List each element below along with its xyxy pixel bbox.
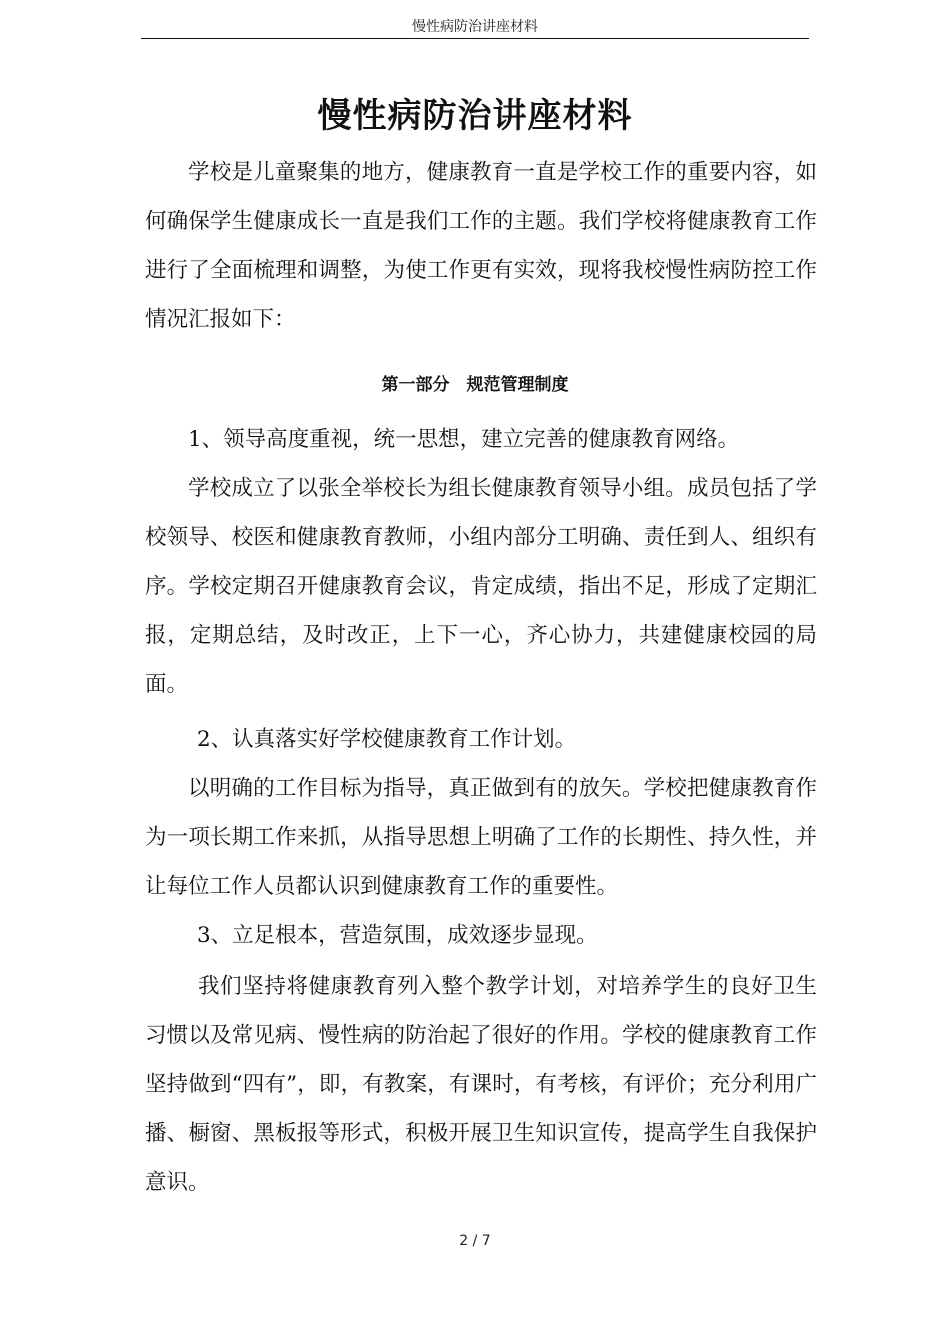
item2-body: 以明确的工作目标为指导，真正做到有的放矢。学校把健康教育作为一项长期工作来抓，从指导思想上明确了工作的长期性、持久性，并让每位工作人员都认识到健康教育工作的重要性。 [145,776,817,899]
running-header: 慢性病防治讲座材料 [412,19,538,35]
intro-paragraph: 学校是儿童聚集的地方，健康教育一直是学校工作的重要内容，如何确保学生健康成长一直是我们工作的主题。我们学校将健康教育工作进行了全面梳理和调整，为使工作更有实效，现将我校慢性病防控工作情况汇报如下： [145,160,817,332]
item3-heading: 3、立足根本，营造氛围，成效逐步显现。 [197,923,598,948]
item3-body: 我们坚持将健康教育列入整个教学计划，对培养学生的良好卫生习惯以及常见病、慢性病的防治起了很好的作用。学校的健康教育工作坚持做到“四有”，即，有教案，有课时，有考核，有评价；充分利用广播、橱窗、黑板报等形式，积极开展卫生知识宣传，提高学生自我保护意识。 [145,974,817,1195]
header-rule [141,38,809,39]
document-title: 慢性病防治讲座材料 [317,96,633,136]
page-number: 2 / 7 [459,1233,491,1249]
item2-heading: 2、认真落实好学校健康教育工作计划。 [197,727,577,752]
item1-heading: 1、领导高度重视，统一思想，建立完善的健康教育网络。 [188,427,740,452]
section-heading: 第一部分 规范管理制度 [381,375,569,395]
item1-body: 学校成立了以张全举校长为组长健康教育领导小组。成员包括了学校领导、校医和健康教育教师，小组内部分工明确、责任到人、组织有序。学校定期召开健康教育会议，肯定成绩，指出不足，形成了定期汇报，定期总结，及时改正，上下一心，齐心协力，共建健康校园的局面。 [145,476,817,697]
